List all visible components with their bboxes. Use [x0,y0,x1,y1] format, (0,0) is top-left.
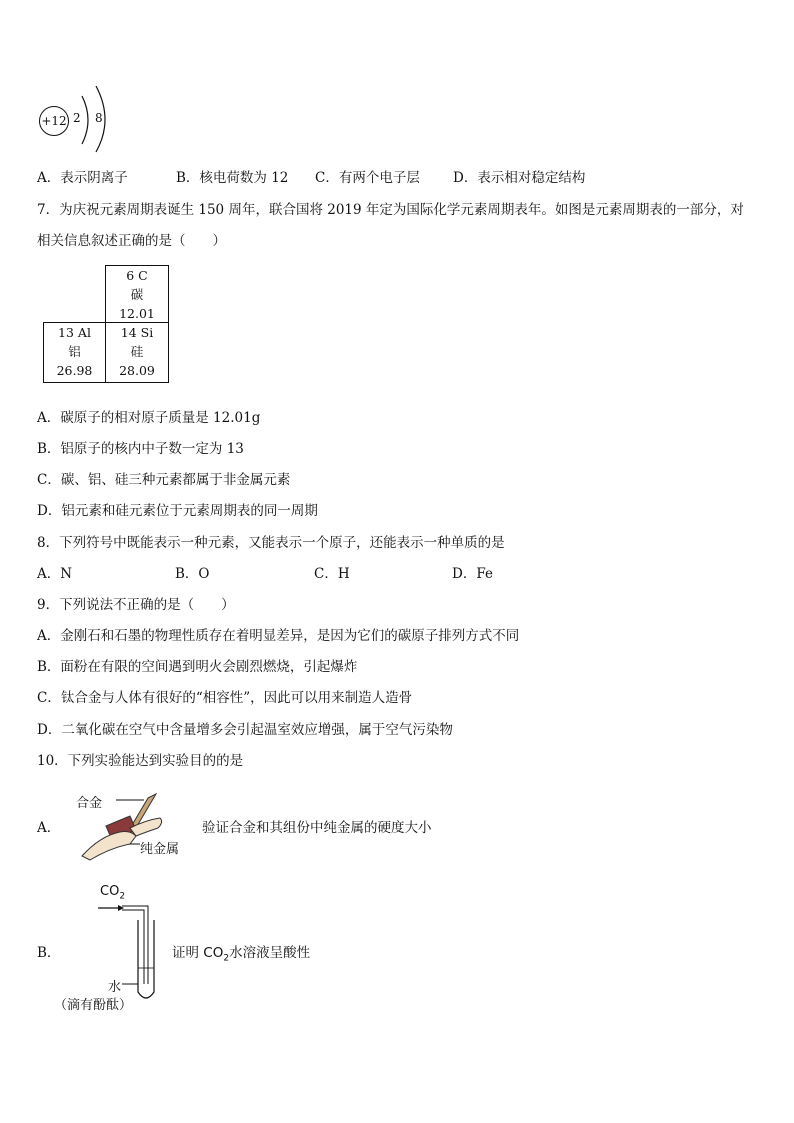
shell-2-electrons: 8 [95,111,103,125]
element-cell-silicon [105,322,169,383]
element-cell-aluminum [43,322,106,383]
q6-option-c: C．有两个电子层 [315,170,420,186]
shell-1-electrons: 2 [73,111,81,125]
q7-option-b: B．铝原子的核内中子数一定为 13 [37,441,244,457]
q10-option-b-description: 证明 $CO_2$水溶液呈酸性 [172,945,311,964]
q8-option-a: A．N [37,566,73,582]
q6-option-d: D．表示相对稳定结构 [453,170,586,186]
water-label: 水 [108,980,122,995]
phenolphthalein-note: （滴有酚酞） [54,998,133,1013]
q6-option-a: A．表示阴离子 [37,170,128,186]
cell-header: 6 C [126,268,148,283]
cell-mass: 12.01 [119,306,155,321]
cell-name: 铝 [68,344,81,359]
co2-gas-label: $CO_2$ [100,884,126,902]
q10-option-b-letter: B． [37,945,61,961]
q8-stem: 8．下列符号中既能表示一种元素，又能表示一个原子，还能表示一种单质的是 [37,535,505,551]
cell-header: 14 Si [120,325,154,340]
q7-option-a: A．碳原子的相对原子质量是 12.01g [37,410,261,426]
q6-option-b: B．核电荷数为 12 [176,170,289,186]
cell-mass: 26.98 [56,363,93,378]
q9-stem: 9．下列说法不正确的是（ ） [37,597,235,613]
q8-option-c: C．H [314,566,350,582]
cell-name: 硅 [130,344,144,359]
q10-stem: 10．下列实验能达到实验目的的是 [37,753,244,769]
pure-metal-label: 纯金属 [140,842,180,857]
q7-stem-line1: 7．为庆祝元素周期表诞生 150 周年，联合国将 2019 年定为国际化学元素周期表年。如图是元素周期表的一部分，对 [37,202,744,218]
q9-option-b: B．面粉在有限的空间遇到明火会剧烈燃烧，引起爆炸 [37,659,358,675]
cell-mass: 28.09 [119,363,155,378]
atom-structure-diagram [36,82,116,154]
alloy-scratch-figure [60,786,200,862]
cell-header: 13 Al [58,325,91,340]
alloy-label: 合金 [76,796,103,811]
q10-option-a-description: 验证合金和其组份中纯金属的硬度大小 [202,820,432,836]
q9-option-c: C．钛合金与人体有很好的“相容性”，因此可以用来制造人造骨 [37,690,413,706]
q7-stem-line2: 相关信息叙述正确的是（ ） [37,233,226,249]
co2-test-tube-figure [54,880,170,1013]
q8-option-b: B．O [175,566,210,582]
element-cell-carbon [105,265,169,323]
q10-option-a-letter: A． [37,820,61,836]
cell-name: 碳 [130,287,144,302]
q7-option-c: C．碳、铝、硅三种元素都属于非金属元素 [37,472,291,488]
q9-option-d: D．二氧化碳在空气中含量增多会引起温室效应增强，属于空气污染物 [37,722,453,738]
nucleus: +12 [39,106,69,136]
q7-option-d: D．铝元素和硅元素位于元素周期表的同一周期 [37,503,318,519]
q8-option-d: D．Fe [452,566,493,582]
q9-option-a: A．金刚石和石墨的物理性质存在着明显差异，是因为它们的碳原子排列方式不同 [37,628,520,644]
